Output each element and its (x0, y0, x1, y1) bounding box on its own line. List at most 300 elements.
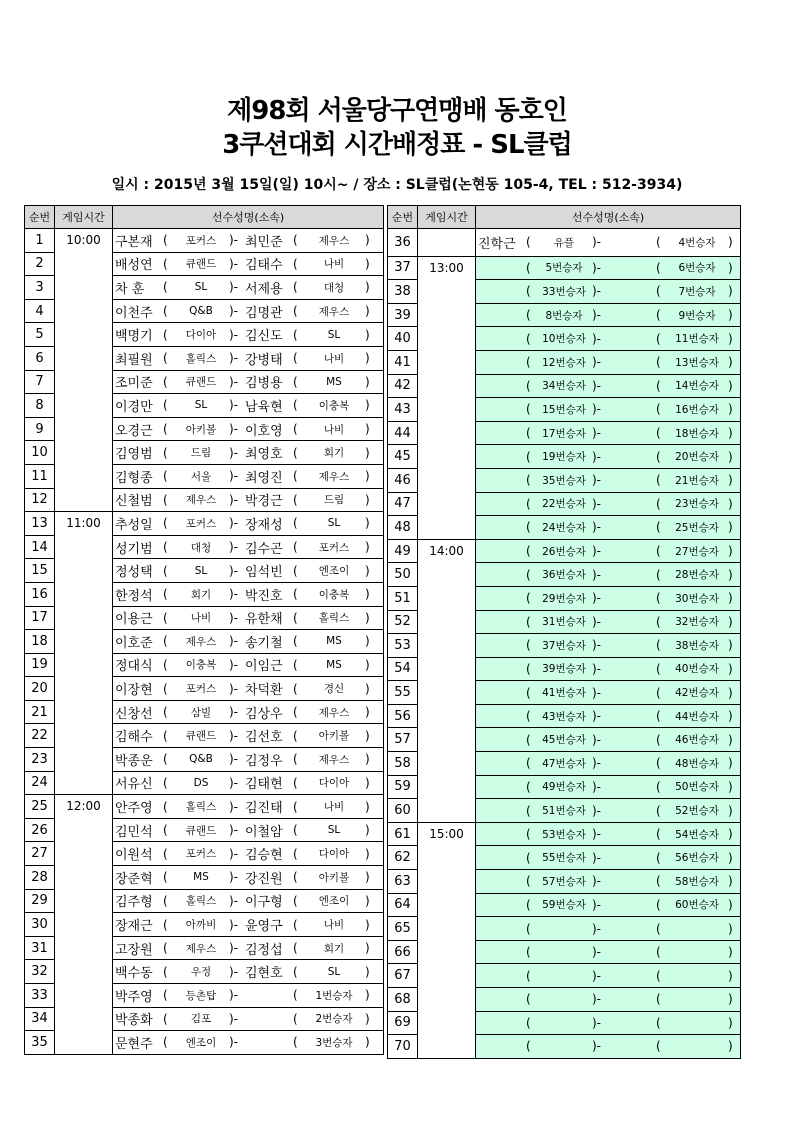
player2-club: 드림 (323, 494, 345, 507)
player1-club: 다이아 (185, 329, 217, 342)
player2-club: 27번승자 (675, 545, 719, 558)
player1-name: 문현주 (115, 1036, 153, 1052)
row-number: 10 (25, 441, 55, 465)
player1-name: 김영범 (115, 447, 153, 463)
player1-club: SL (194, 281, 208, 294)
table-row (388, 822, 741, 846)
players-cell: 서유신 ( DS )- 김태현 ( 다이아 ) (113, 771, 384, 795)
player2-club: SL (327, 517, 341, 530)
player1-club: 43번승자 (542, 710, 586, 723)
row-number: 59 (388, 775, 418, 799)
player1-club: 59번승자 (542, 899, 586, 912)
players-cell: 장준혁 ( MS )- 강진원 ( 아키볼 ) (113, 866, 384, 890)
player2-name: 김정섭 (245, 942, 283, 958)
player1-club: 회기 (190, 588, 212, 601)
player2-club: 4번승자 (678, 236, 716, 249)
players-cell: 구본재 ( 포커스 )- 최민준 ( 제우스 ) (113, 229, 384, 253)
player1-club: SL (194, 399, 208, 412)
player1-club: 39번승자 (542, 663, 586, 676)
schedule-table-right (387, 205, 741, 1059)
player1-name: 이경만 (115, 399, 153, 415)
players-cell: 조미준 ( 큐랜드 )- 김병용 ( MS ) (113, 370, 384, 394)
row-number: 26 (25, 818, 55, 842)
player1-club: 대청 (190, 541, 212, 554)
player1-name: 배성연 (115, 258, 153, 274)
player1-name: 백수동 (115, 966, 153, 982)
player2-name: 김정우 (245, 753, 283, 769)
row-number: 36 (388, 229, 418, 257)
game-time: 11:00 (55, 512, 113, 795)
row-number: 7 (25, 370, 55, 394)
player2-club: 13번승자 (675, 356, 719, 369)
row-number: 6 (25, 346, 55, 370)
player1-club: SL (194, 564, 208, 577)
row-number: 67 (388, 964, 418, 988)
player2-name: 김명관 (245, 305, 283, 321)
player2-club: 60번승자 (675, 899, 719, 912)
player1-name: 추성일 (115, 517, 153, 533)
player1-club: 제우스 (185, 942, 217, 955)
player2-club: MS (326, 375, 342, 388)
players-cell: ( )- ( ) (476, 988, 741, 1012)
table-row (25, 795, 384, 819)
event-info: 일시 : 2015년 3월 15일(일) 10시~ / 장소 : SL클럽(논현동 105-4, TEL : 512-3934) (111, 177, 683, 193)
players-cell: 배성연 ( 큐랜드 )- 김태수 ( 나비 ) (113, 252, 384, 276)
players-cell: ( 12번승자 )- ( 13번승자 ) (476, 350, 741, 374)
player2-club: 제우스 (318, 753, 350, 766)
table-row (25, 229, 384, 253)
players-cell: 이경만 ( SL )- 남육현 ( 이충복 ) (113, 394, 384, 418)
player1-club: 큐랜드 (185, 824, 217, 837)
player2-club: MS (326, 635, 342, 648)
player1-name: 신철범 (115, 494, 153, 510)
row-number: 30 (25, 913, 55, 937)
player2-club: 21번승자 (675, 474, 719, 487)
players-cell: 박종운 ( Q&B )- 김정우 ( 제우스 ) (113, 748, 384, 772)
row-number: 58 (388, 752, 418, 776)
player2-club: 14번승자 (675, 380, 719, 393)
player2-name: 송기철 (245, 635, 283, 651)
row-number: 39 (388, 303, 418, 327)
player2-club: 이충복 (318, 588, 350, 601)
player2-club: 56번승자 (675, 852, 719, 865)
player2-club: 38번승자 (675, 639, 719, 652)
player1-name: 진학근 (478, 236, 516, 252)
header-time: 게임시간 (418, 206, 476, 229)
player1-club: 53번승자 (542, 828, 586, 841)
players-cell: ( 37번승자 )- ( 38번승자 ) (476, 634, 741, 658)
player2-club: 다이아 (318, 777, 350, 790)
row-number: 66 (388, 940, 418, 964)
player1-name: 박주영 (115, 989, 153, 1005)
row-number: 4 (25, 299, 55, 323)
player1-club: 34번승자 (542, 380, 586, 393)
player1-club: 엔조이 (185, 1036, 217, 1049)
player2-name: 최영진 (245, 470, 283, 486)
row-number: 35 (25, 1031, 55, 1055)
player2-name: 장재성 (245, 517, 283, 533)
player2-name: 김상우 (245, 706, 283, 722)
row-number: 49 (388, 539, 418, 563)
player2-name: 최민준 (245, 234, 283, 250)
players-cell: 김주형 ( 홀릭스 )- 이구형 ( 엔조이 ) (113, 889, 384, 913)
row-number: 19 (25, 653, 55, 677)
players-cell: 이원석 ( 포커스 )- 김승현 ( 다이아 ) (113, 842, 384, 866)
row-number: 51 (388, 586, 418, 610)
players-cell: 신창선 ( 삼빌 )- 김상우 ( 제우스 ) (113, 700, 384, 724)
game-time: 14:00 (418, 539, 476, 822)
player2-club: 20번승자 (675, 451, 719, 464)
players-cell: ( 35번승자 )- ( 21번승자 ) (476, 468, 741, 492)
players-cell: ( )- ( ) (476, 1035, 741, 1059)
player2-club: 48번승자 (675, 757, 719, 770)
player2-club: 엔조이 (318, 565, 350, 578)
player1-club: 포커스 (185, 517, 217, 530)
row-number: 21 (25, 700, 55, 724)
player2-name: 김수곤 (245, 541, 283, 557)
player2-club: 아키볼 (318, 730, 350, 743)
player1-club: 51번승자 (542, 805, 586, 818)
row-number: 43 (388, 398, 418, 422)
player2-club: 아키볼 (318, 871, 350, 884)
player2-club: 46번승자 (675, 734, 719, 747)
player2-name: 김신도 (245, 329, 283, 345)
row-number: 42 (388, 374, 418, 398)
player2-club: 6번승자 (678, 262, 716, 275)
player2-name: 최영호 (245, 447, 283, 463)
document-title: 제98회 서울당구연맹배 동호인 (227, 96, 567, 126)
table-row (388, 539, 741, 563)
player1-name: 차 훈 (115, 281, 145, 297)
player2-name: 서제용 (245, 281, 283, 297)
player2-club: 42번승자 (675, 687, 719, 700)
player1-club: 홀릭스 (185, 801, 217, 814)
player2-club: 9번승자 (678, 309, 716, 322)
player1-club: 47번승자 (542, 757, 586, 770)
player2-club: 11번승자 (675, 333, 719, 346)
players-cell: 이천주 ( Q&B )- 김명관 ( 제우스 ) (113, 299, 384, 323)
player1-club: 33번승자 (542, 285, 586, 298)
player1-club: 드림 (190, 447, 212, 460)
document-subtitle: 3쿠션대회 시간배정표 - SL클럽 (222, 130, 572, 160)
row-number: 28 (25, 866, 55, 890)
row-number: 44 (388, 421, 418, 445)
game-time (418, 229, 476, 257)
row-number: 54 (388, 657, 418, 681)
player1-club: 삼빌 (190, 706, 212, 719)
player2-club: 52번승자 (675, 805, 719, 818)
table-row (388, 229, 741, 257)
players-cell: ( 8번승자 )- ( 9번승자 ) (476, 303, 741, 327)
row-number: 24 (25, 771, 55, 795)
player2-name: 김병용 (245, 376, 283, 392)
player1-club: 37번승자 (542, 639, 586, 652)
player1-name: 이원석 (115, 848, 153, 864)
player2-club: 대청 (323, 281, 345, 294)
player1-club: 포커스 (185, 848, 217, 861)
player1-club: 홀릭스 (185, 352, 217, 365)
players-cell: 오경근 ( 아키볼 )- 이호영 ( 나비 ) (113, 417, 384, 441)
player2-club: 엔조이 (318, 895, 350, 908)
players-cell: 이장현 ( 포커스 )- 차덕환 ( 경신 ) (113, 677, 384, 701)
player1-club: 아까비 (185, 919, 217, 932)
player2-name: 박경근 (245, 494, 283, 510)
player1-club: 이충복 (185, 659, 217, 672)
row-number: 69 (388, 1011, 418, 1035)
row-number: 12 (25, 488, 55, 512)
player1-name: 서유신 (115, 777, 153, 793)
player1-name: 장준혁 (115, 871, 153, 887)
players-cell: 김형종 ( 서울 )- 최영진 ( 제우스 ) (113, 464, 384, 488)
players-cell: 신철범 ( 제우스 )- 박경근 ( 드림 ) (113, 488, 384, 512)
row-number: 64 (388, 893, 418, 917)
players-cell: ( 45번승자 )- ( 46번승자 ) (476, 728, 741, 752)
players-cell: ( 41번승자 )- ( 42번승자 ) (476, 681, 741, 705)
players-cell: 박종화 ( 김포 )- ( 2번승자 ) (113, 1007, 384, 1031)
player1-club: 김포 (190, 1013, 212, 1026)
players-cell: ( 26번승자 )- ( 27번승자 ) (476, 539, 741, 563)
player1-club: 26번승자 (542, 545, 586, 558)
player2-club: 1번승자 (315, 989, 353, 1002)
player1-club: 31번승자 (542, 616, 586, 629)
player2-name: 김현호 (245, 966, 283, 982)
player2-club: 제우스 (318, 305, 350, 318)
player1-club: 19번승자 (542, 451, 586, 464)
player2-name: 강병태 (245, 352, 283, 368)
players-cell: 최필원 ( 홀릭스 )- 강병태 ( 나비 ) (113, 346, 384, 370)
row-number: 22 (25, 724, 55, 748)
player1-club: 우정 (190, 966, 212, 979)
player1-name: 장재근 (115, 919, 153, 935)
player1-name: 박종운 (115, 753, 153, 769)
players-cell: ( 47번승자 )- ( 48번승자 ) (476, 752, 741, 776)
player1-club: 나비 (190, 612, 212, 625)
row-number: 32 (25, 960, 55, 984)
player1-name: 구본재 (115, 234, 153, 250)
player1-name: 이호준 (115, 635, 153, 651)
players-cell: 진학근 ( 유플 )- ( 4번승자 ) (476, 229, 741, 257)
player1-name: 최필원 (115, 352, 153, 368)
row-number: 1 (25, 229, 55, 253)
row-number: 46 (388, 468, 418, 492)
player2-club: 나비 (323, 423, 345, 436)
player2-club: 3번승자 (315, 1036, 353, 1049)
player1-club: 55번승자 (542, 852, 586, 865)
player2-club: 40번승자 (675, 663, 719, 676)
game-time: 13:00 (418, 256, 476, 539)
player2-name: 박진호 (245, 588, 283, 604)
player2-name: 차덕환 (245, 683, 283, 699)
players-cell: ( 24번승자 )- ( 25번승자 ) (476, 516, 741, 540)
row-number: 17 (25, 606, 55, 630)
row-number: 11 (25, 464, 55, 488)
player2-name: 김승현 (245, 848, 283, 864)
row-number: 5 (25, 323, 55, 347)
player2-club: 7번승자 (678, 285, 716, 298)
players-cell: 백명기 ( 다이아 )- 김신도 ( SL ) (113, 323, 384, 347)
player2-name: 이철암 (245, 824, 283, 840)
player2-name: 임석빈 (245, 565, 283, 581)
player2-name: 윤영구 (245, 919, 283, 935)
players-cell: ( 33번승자 )- ( 7번승자 ) (476, 280, 741, 304)
player2-club: 16번승자 (675, 403, 719, 416)
players-cell: ( 39번승자 )- ( 40번승자 ) (476, 657, 741, 681)
players-cell: ( 29번승자 )- ( 30번승자 ) (476, 586, 741, 610)
players-cell: ( 10번승자 )- ( 11번승자 ) (476, 327, 741, 351)
player2-club: 제우스 (318, 470, 350, 483)
player2-name: 이임근 (245, 659, 283, 675)
player1-name: 한정석 (115, 588, 153, 604)
schedule-table-left (24, 205, 384, 1055)
row-number: 65 (388, 917, 418, 941)
game-time: 12:00 (55, 795, 113, 1055)
player1-club: 10번승자 (542, 333, 586, 346)
players-cell: ( )- ( ) (476, 940, 741, 964)
row-number: 38 (388, 280, 418, 304)
player2-club: 제우스 (318, 234, 350, 247)
header-time: 게임시간 (55, 206, 113, 229)
row-number: 47 (388, 492, 418, 516)
player1-name: 안주영 (115, 801, 153, 817)
row-number: 45 (388, 445, 418, 469)
row-number: 55 (388, 681, 418, 705)
player1-name: 이천주 (115, 305, 153, 321)
row-number: 53 (388, 634, 418, 658)
players-cell: 백수동 ( 우정 )- 김현호 ( SL ) (113, 960, 384, 984)
row-number: 27 (25, 842, 55, 866)
row-number: 37 (388, 256, 418, 280)
player1-club: 5번승자 (545, 262, 583, 275)
player1-club: 홀릭스 (185, 895, 217, 908)
player1-club: 41번승자 (542, 687, 586, 700)
player1-club: 등촌탑 (185, 989, 217, 1002)
player2-club: 28번승자 (675, 569, 719, 582)
players-cell: 김해수 ( 큐랜드 )- 김선호 ( 아키볼 ) (113, 724, 384, 748)
row-number: 40 (388, 327, 418, 351)
players-cell: ( 49번승자 )- ( 50번승자 ) (476, 775, 741, 799)
player1-club: 24번승자 (542, 521, 586, 534)
player2-club: SL (327, 965, 341, 978)
players-cell: 김민석 ( 큐랜드 )- 이철암 ( SL ) (113, 818, 384, 842)
player1-club: 포커스 (185, 683, 217, 696)
player2-club: 58번승자 (675, 875, 719, 888)
row-number: 29 (25, 889, 55, 913)
player1-club: 15번승자 (542, 403, 586, 416)
player2-club: 32번승자 (675, 616, 719, 629)
players-cell: 정대식 ( 이충복 )- 이임근 ( MS ) (113, 653, 384, 677)
players-cell: ( 17번승자 )- ( 18번승자 ) (476, 421, 741, 445)
header-players: 선수성명(소속) (113, 206, 384, 229)
players-cell: 장재근 ( 아까비 )- 윤영구 ( 나비 ) (113, 913, 384, 937)
player1-name: 정성택 (115, 565, 153, 581)
row-number: 60 (388, 799, 418, 823)
player2-name: 김진태 (245, 801, 283, 817)
players-cell: ( 15번승자 )- ( 16번승자 ) (476, 398, 741, 422)
row-number: 70 (388, 1035, 418, 1059)
player1-club: 큐랜드 (185, 730, 217, 743)
table-row (388, 256, 741, 280)
players-cell: ( 22번승자 )- ( 23번승자 ) (476, 492, 741, 516)
row-number: 18 (25, 630, 55, 654)
player1-club: 8번승자 (545, 309, 583, 322)
players-cell: ( 31번승자 )- ( 32번승자 ) (476, 610, 741, 634)
row-number: 8 (25, 394, 55, 418)
row-number: 9 (25, 417, 55, 441)
players-cell: ( 43번승자 )- ( 44번승자 ) (476, 704, 741, 728)
player2-club: 회기 (323, 447, 345, 460)
player1-name: 오경근 (115, 423, 153, 439)
players-cell: ( 59번승자 )- ( 60번승자 ) (476, 893, 741, 917)
row-number: 62 (388, 846, 418, 870)
player2-name: 김태수 (245, 258, 283, 274)
player2-club: 나비 (323, 352, 345, 365)
player1-club: 제우스 (185, 494, 217, 507)
player1-club: 아키볼 (185, 423, 217, 436)
players-cell: ( 57번승자 )- ( 58번승자 ) (476, 870, 741, 894)
player2-name: 이구형 (245, 895, 283, 911)
player2-club: 포커스 (318, 541, 350, 554)
row-number: 15 (25, 559, 55, 583)
row-number: 63 (388, 870, 418, 894)
row-number: 14 (25, 535, 55, 559)
player2-name: 남육현 (245, 399, 283, 415)
player1-club: 57번승자 (542, 875, 586, 888)
players-cell: 이용근 ( 나비 )- 유한채 ( 홀릭스 ) (113, 606, 384, 630)
player1-club: 29번승자 (542, 592, 586, 605)
player2-name: 이호영 (245, 423, 283, 439)
players-cell: ( 5번승자 )- ( 6번승자 ) (476, 256, 741, 280)
row-number: 23 (25, 748, 55, 772)
player1-club: 49번승자 (542, 781, 586, 794)
players-cell: 이호준 ( 제우스 )- 송기철 ( MS ) (113, 630, 384, 654)
player1-club: 서울 (190, 470, 212, 483)
row-number: 25 (25, 795, 55, 819)
player1-club: 17번승자 (542, 427, 586, 440)
players-cell: ( 34번승자 )- ( 14번승자 ) (476, 374, 741, 398)
player1-club: 35번승자 (542, 474, 586, 487)
game-time: 10:00 (55, 229, 113, 512)
player2-club: SL (327, 824, 341, 837)
players-cell: ( 55번승자 )- ( 56번승자 ) (476, 846, 741, 870)
player1-name: 정대식 (115, 659, 153, 675)
player2-club: 18번승자 (675, 427, 719, 440)
player2-club: 이충복 (318, 399, 350, 412)
player1-name: 이용근 (115, 612, 153, 628)
player1-name: 김주형 (115, 895, 153, 911)
players-cell: 정성택 ( SL )- 임석빈 ( 엔조이 ) (113, 559, 384, 583)
player2-name: 김태현 (245, 777, 283, 793)
player1-name: 조미준 (115, 376, 153, 392)
player1-club: Q&B (189, 305, 213, 318)
player2-club: 54번승자 (675, 828, 719, 841)
player1-club: 포커스 (185, 234, 217, 247)
player1-club: 22번승자 (542, 498, 586, 511)
row-number: 61 (388, 822, 418, 846)
player2-club: 경신 (323, 683, 345, 696)
player1-name: 신창선 (115, 706, 153, 722)
player1-club: 45번승자 (542, 734, 586, 747)
player1-name: 고장원 (115, 942, 153, 958)
player2-club: 23번승자 (675, 498, 719, 511)
players-cell: ( )- ( ) (476, 964, 741, 988)
player2-club: 홀릭스 (318, 612, 350, 625)
player1-name: 김형종 (115, 470, 153, 486)
table-row (25, 512, 384, 536)
player1-club: 유플 (553, 236, 575, 249)
player1-club: 큐랜드 (185, 376, 217, 389)
row-number: 3 (25, 276, 55, 300)
players-cell: 한정석 ( 회기 )- 박진호 ( 이충복 ) (113, 582, 384, 606)
